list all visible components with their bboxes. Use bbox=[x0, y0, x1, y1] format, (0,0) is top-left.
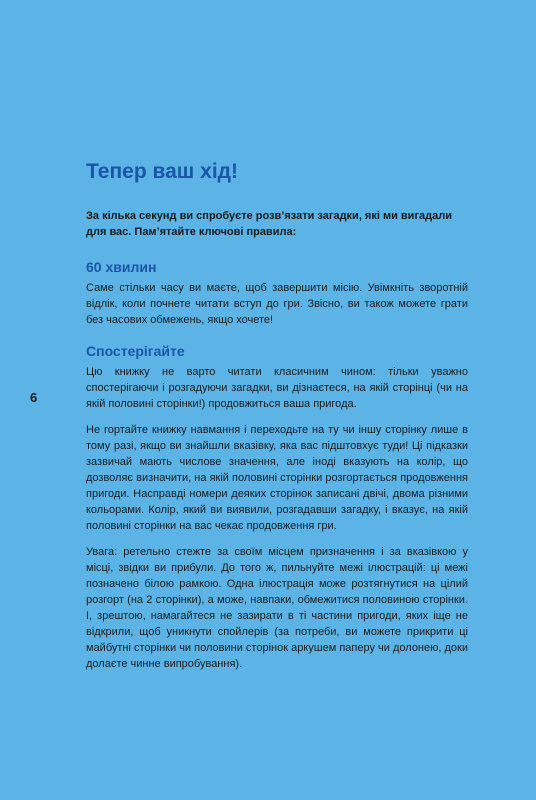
page-number: 6 bbox=[30, 390, 38, 405]
section-observe bbox=[86, 342, 468, 672]
section-paragraph: Саме стільки часу ви маєте, щоб завершити місію. Увімкніть зворотній відлік, коли почнете читати вступ до гри. Звісно, ви також можете грати без часових обмежень, якщо хочете! bbox=[86, 282, 468, 326]
section-paragraph: Увага: ретельно стежте за своїм місцем призначення і за вказівкою у місці, звідки ви прибули. До того ж, пильнуйте межі ілюстрацій: ці межі позначено білою рамкою. Одна ілюстрація може розтягнутися на цілий розгорт (на 2 сторінки), а може, навпаки, обмежитися половиною сторінки. І, зрештою, намагайтеся не зазирати в ті частини пригоди, яких іще не відкрили, щоб уникнути спойлерів (за потреби, ви можете прикрити ці майбутні сторінки чи половини сторінок аркушем паперу чи долонею, доки долаєте чинне випробування). bbox=[86, 546, 468, 670]
section-paragraph: Не гортайте книжку навмання і переходьте на ту чи іншу сторінку лише в тому разі, якщо ви знайшли вказівку, яка вас підштовхує туди! Ці підказки зазвичай мають числове значення, але іноді вказують на колір, що дозволяє визначити, на якій половині сторінки розгортається продовження пригоди. Насправді номери деяких сторінок записані двічі, двома різними кольорами. Колір, який ви виявили, розгадавши загадку, і вказує, на якій половині сторінки на вас чекає продовження гри. bbox=[86, 424, 468, 532]
intro-text: За кілька секунд ви спробуєте розв’язати загадки, які ми вигадали для вас. Пам’ятайте ключові правила: bbox=[86, 210, 452, 238]
section-60-minutes bbox=[86, 258, 468, 328]
section-heading: Спостерігайте bbox=[86, 343, 185, 359]
section-heading: 60 хвилин bbox=[86, 259, 157, 275]
page-title: Тепер ваш хід! bbox=[86, 160, 238, 183]
section-paragraph: Цю книжку не варто читати класичним чином: тільки уважно спостерігаючи і розгадуючи загадки, ви дізнаєтеся, на якій сторінці (чи на якій половині сторінки!) продовжиться ваша пригода. bbox=[86, 366, 468, 410]
page-content bbox=[86, 158, 468, 686]
